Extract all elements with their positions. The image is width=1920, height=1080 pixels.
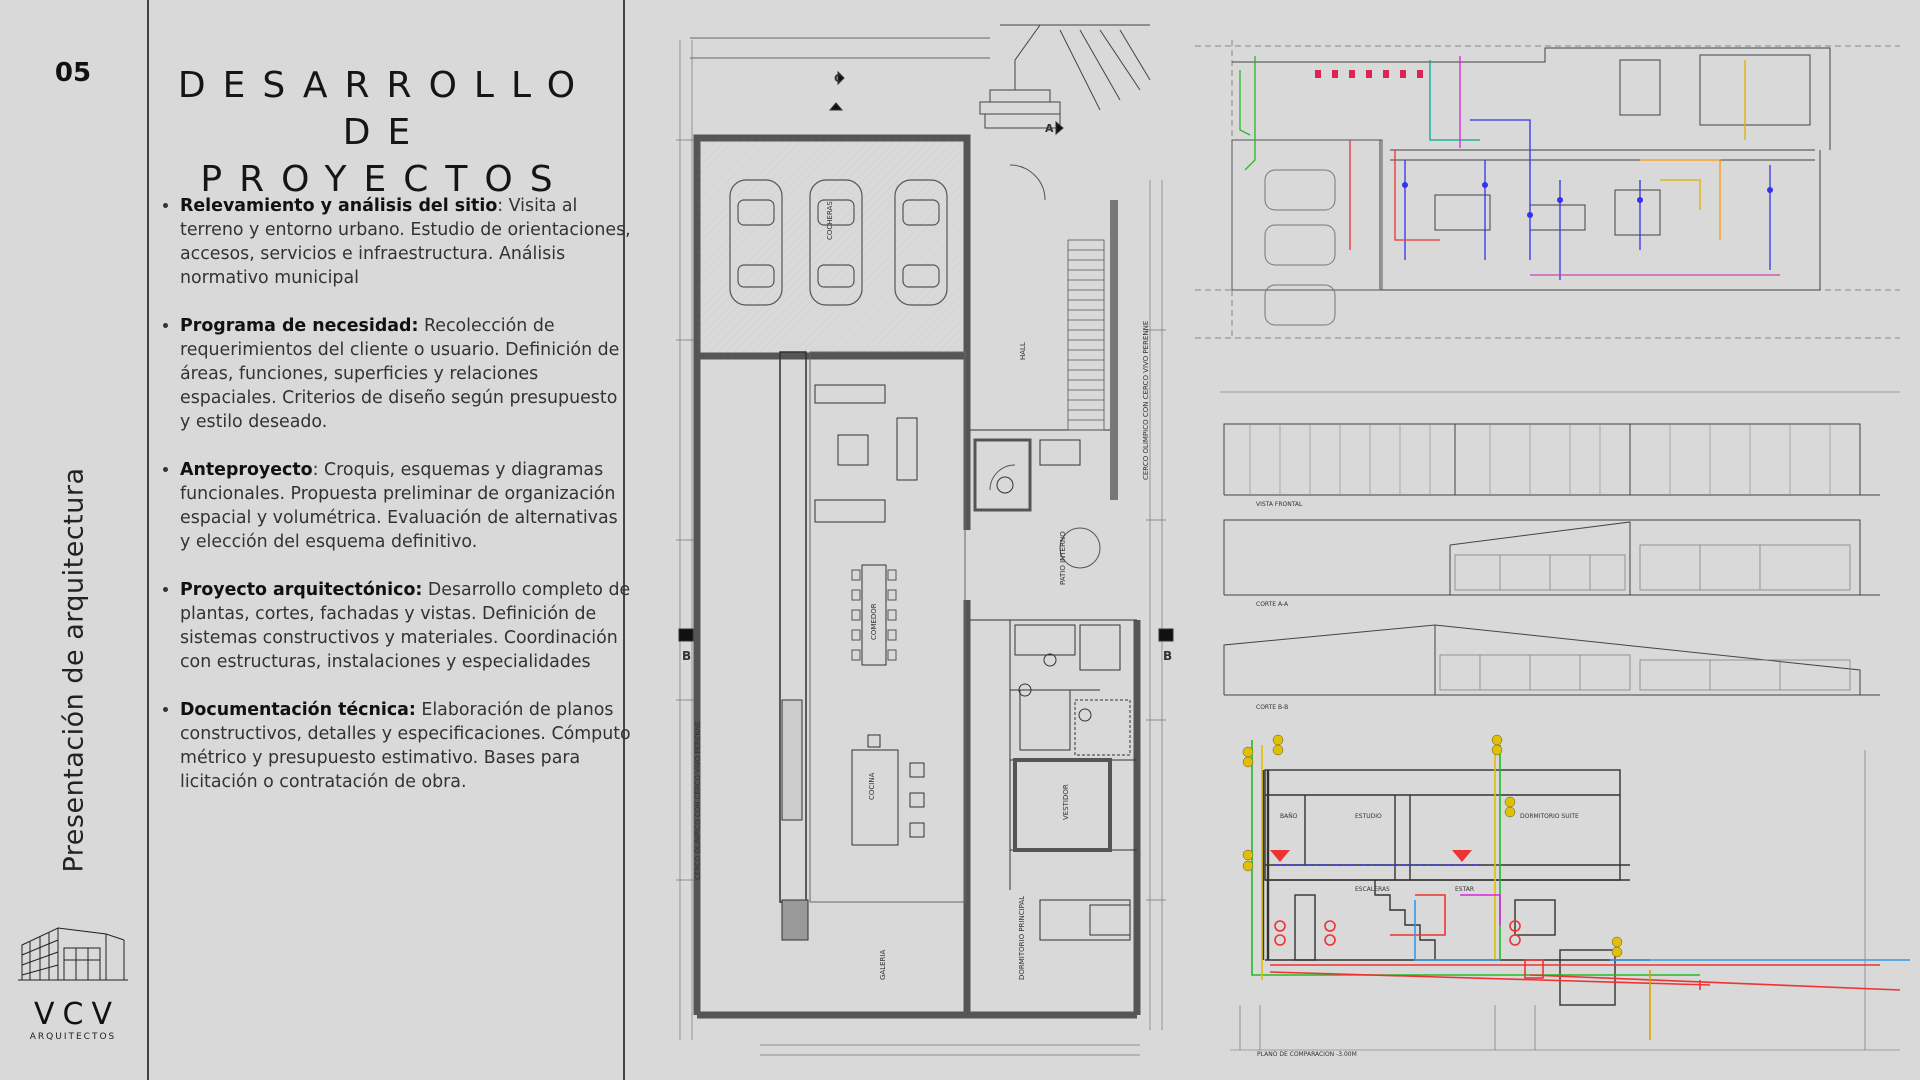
label-dormitorio-suite: DORMITORIO SUITE	[1520, 813, 1579, 820]
item-title: Documentación técnica:	[180, 700, 416, 720]
plan-label-cocheras: COCHERAS	[826, 201, 834, 240]
item-title: Programa de necesidad:	[180, 316, 419, 336]
sanitary-section	[1230, 735, 1910, 1050]
plan-label-dormitorio-principal: DORMITORIO PRINCIPAL	[1018, 895, 1026, 980]
heading-line-2: PROYECTOS	[200, 159, 570, 200]
label-plano-comparacion: PLANO DE COMPARACION -3.00M	[1257, 1051, 1357, 1058]
elevation-labels	[1256, 501, 1303, 711]
item-sep: :	[312, 460, 325, 480]
item-text: Recolección de requerimientos del cliente o usuario. Definición de áreas, funciones, superficies y relaciones espaciales. Criterios de diseño según presupuesto y estilo deseado.	[180, 316, 620, 432]
logo-name: VCV	[34, 997, 120, 1032]
item-text: Elaboración de planos constructivos, detalles y especificaciones. Cómputo métrico y presupuesto estimativo. Bases para licitación o contratación de obra.	[180, 700, 631, 792]
item-text: Croquis, esquemas y diagramas funcionales. Propuesta preliminar de organización espacial y volumétrica. Evaluación de alternativas y elección del esquema definitivo.	[180, 460, 618, 552]
item-title: Proyecto arquitectónico:	[180, 580, 423, 600]
item-title: Anteproyecto	[180, 460, 313, 480]
label-escaleras: ESCALERAS	[1355, 886, 1390, 893]
plan-label-galeria: GALERIA	[879, 949, 887, 980]
plan-label-hall: HALL	[1019, 342, 1027, 360]
plan-label-patio-interno: PATIO INTERNO	[1059, 531, 1067, 585]
label-estudio: ESTUDIO	[1355, 813, 1382, 820]
plan-label-cocina: COCINA	[868, 772, 876, 800]
section-mark-c: C	[834, 72, 843, 85]
item-text: Visita al terreno y entorno urbano. Estudio de orientaciones, accesos, servicios e infraestructura. Análisis normativo municipal	[180, 196, 631, 288]
section-mark-b-left: B	[682, 649, 692, 663]
label-corte-bb: CORTE B-B	[1256, 704, 1289, 711]
label-estar: ESTAR	[1455, 886, 1475, 893]
plan-label-vestidor: VESTIDOR	[1062, 784, 1070, 820]
item-text: Desarrollo completo de plantas, cortes, fachadas y vistas. Definición de sistemas constructivos y materiales. Coordinación con estructuras, instalaciones y especialidades	[180, 580, 631, 672]
label-bano: BAÑO	[1280, 813, 1298, 820]
floor-plan	[676, 25, 1173, 1055]
section-mark-b-right: B	[1163, 649, 1173, 663]
plan-label-comedor: COMEDOR	[870, 603, 878, 640]
section-mark-a: A	[1045, 122, 1054, 135]
heading-line-1: DESARROLLO DE	[177, 65, 593, 153]
item-sep: :	[497, 196, 509, 216]
plan-label-cerco-left: CERCO OLIMPICO CON CERCO VIVO PERENNE	[694, 720, 702, 880]
elevations	[1220, 392, 1900, 695]
plan-label-cerco-right: CERCO OLIMPICO CON CERCO VIVO PERENNE	[1142, 320, 1150, 480]
installations-plan	[1195, 40, 1900, 340]
side-title: Presentación de arquitectura	[58, 467, 90, 873]
page-number: 05	[54, 58, 92, 88]
label-vista-frontal: VISTA FRONTAL	[1256, 501, 1303, 508]
item-title: Relevamiento y análisis del sitio	[180, 196, 498, 216]
logo-subtitle: ARQUITECTOS	[29, 1032, 117, 1042]
label-corte-aa: CORTE A-A	[1256, 601, 1289, 608]
